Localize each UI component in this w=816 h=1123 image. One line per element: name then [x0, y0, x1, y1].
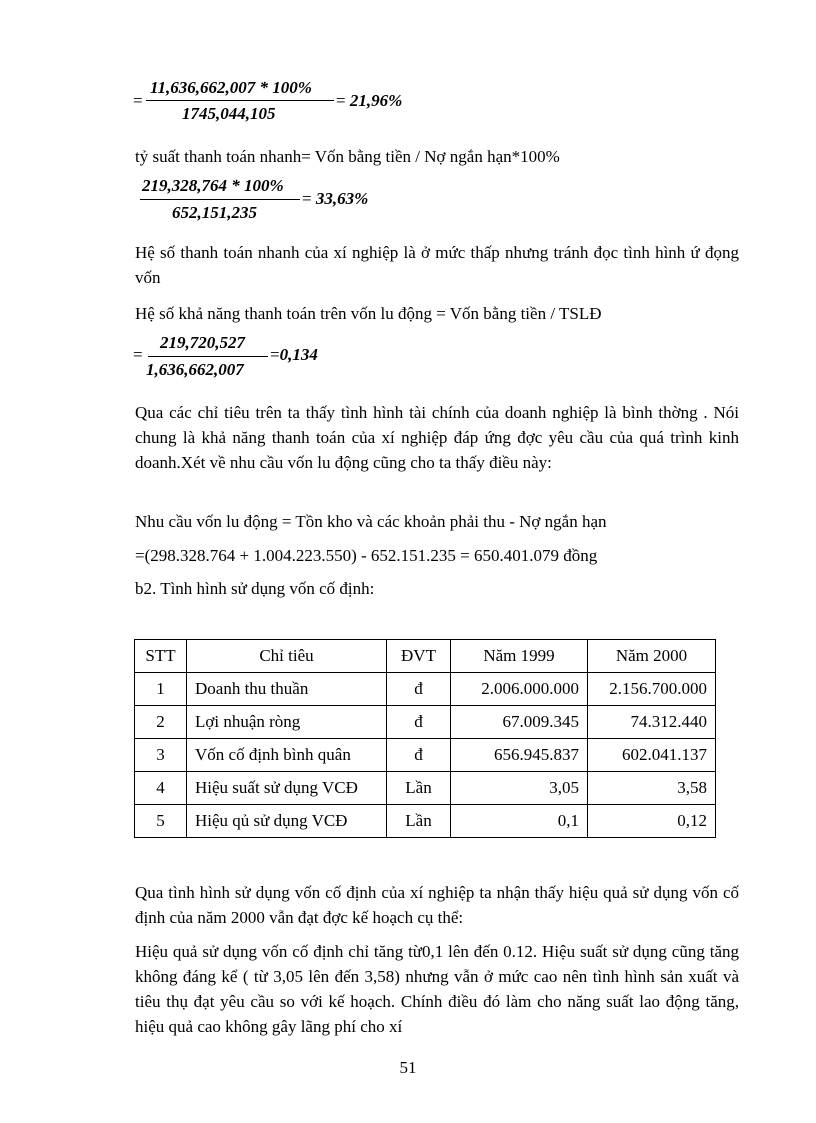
cell-indicator: Vốn cố định bình quân — [187, 739, 387, 772]
fixed-capital-table — [134, 639, 716, 838]
header-year-2000: Năm 2000 — [588, 640, 716, 673]
table-row — [135, 772, 716, 805]
cell-unit: Lần — [387, 772, 451, 805]
formula-3-fraction-bar — [148, 356, 268, 357]
table-row — [135, 706, 716, 739]
cell-1999: 2.006.000.000 — [451, 673, 588, 706]
formula-2-numerator: 219,328,764 * 100% — [142, 176, 284, 195]
cell-indicator: Hiệu suất sử dụng VCĐ — [187, 772, 387, 805]
formula-3-equals-sign: = — [133, 345, 143, 364]
formula-1-result: = 21,96% — [336, 91, 403, 110]
cell-stt: 3 — [135, 739, 187, 772]
cell-indicator: Lợi nhuận ròng — [187, 706, 387, 739]
cell-indicator: Hiệu qủ sử dụng VCĐ — [187, 805, 387, 838]
header-stt: STT — [135, 640, 187, 673]
table-row — [135, 805, 716, 838]
capacity-ratio-definition: Hệ số khả năng thanh toán trên vốn lu động = Vốn bằng tiền / TSLĐ — [135, 304, 602, 323]
formula-1-fraction-bar — [146, 100, 334, 101]
header-indicator: Chỉ tiêu — [187, 640, 387, 673]
formula-3-denominator: 1,636,662,007 — [146, 360, 244, 379]
cell-indicator: Doanh thu thuần — [187, 673, 387, 706]
page-number: 51 — [399, 1058, 417, 1077]
section-heading-fixed-capital: b2. Tình hình sử dụng vốn cố định: — [135, 579, 375, 598]
cell-stt: 1 — [135, 673, 187, 706]
fixed-capital-paragraph-2: Hiệu quả sử dụng vốn cố định chỉ tăng từ0,1 lên đến 0.12. Hiệu suất sử dụng cũng tăng không đáng kể ( từ 3,05 lên đến 3,58) nhưng vẫn ở mức cao nên tình hình sản xuất và tiêu thụ đạt yêu cầu so với kế hoạch. Chính điều đó làm cho năng suất lao động tăng, hiệu quả cao không gây lãng phí cho xí — [135, 942, 739, 1036]
cell-1999: 656.945.837 — [451, 739, 588, 772]
cell-2000: 74.312.440 — [588, 706, 716, 739]
cell-stt: 5 — [135, 805, 187, 838]
formula-3-result: =0,134 — [270, 345, 318, 364]
cell-unit: đ — [387, 706, 451, 739]
cell-2000: 0,12 — [588, 805, 716, 838]
quick-ratio-paragraph: Hệ số thanh toán nhanh của xí nghiệp là ở mức thấp nhưng tránh đọc tình hình ứ đọng vốn — [135, 243, 739, 287]
cell-stt: 2 — [135, 706, 187, 739]
working-capital-need-definition: Nhu cầu vốn lu động = Tồn kho và các khoản phải thu - Nợ ngắn hạn — [135, 512, 607, 531]
table-row — [135, 739, 716, 772]
fixed-capital-paragraph-1: Qua tình hình sử dụng vốn cố định của xí nghiệp ta nhận thấy hiệu quả sử dụng vốn cố định của năm 2000 vẫn đạt đợc kế hoạch cụ thể: — [135, 883, 739, 927]
summary-paragraph: Qua các chỉ tiêu trên ta thấy tình hình tài chính của doanh nghiệp là bình thờng . Nói chung là khả năng thanh toán của xí nghiệp đáp ứng đợc yêu cầu của quá trình kinh doanh.Xét về nhu cầu vốn lu động cũng cho ta thấy điều này: — [135, 403, 739, 472]
cell-1999: 3,05 — [451, 772, 588, 805]
cell-unit: đ — [387, 673, 451, 706]
formula-3-numerator: 219,720,527 — [160, 333, 245, 352]
table-row — [135, 673, 716, 706]
working-capital-need-calculation: =(298.328.764 + 1.004.223.550) - 652.151.235 = 650.401.079 đồng — [135, 546, 598, 565]
formula-2-result: = 33,63% — [302, 189, 369, 208]
cell-stt: 4 — [135, 772, 187, 805]
formula-2-denominator: 652,151,235 — [172, 203, 257, 222]
cell-2000: 602.041.137 — [588, 739, 716, 772]
formula-1-denominator: 1745,044,105 — [182, 104, 276, 123]
table-header-row — [135, 640, 716, 673]
cell-2000: 2.156.700.000 — [588, 673, 716, 706]
cell-1999: 0,1 — [451, 805, 588, 838]
header-year-1999: Năm 1999 — [451, 640, 588, 673]
cell-2000: 3,58 — [588, 772, 716, 805]
cell-1999: 67.009.345 — [451, 706, 588, 739]
cell-unit: Lần — [387, 805, 451, 838]
cell-unit: đ — [387, 739, 451, 772]
quick-ratio-definition: tỷ suất thanh toán nhanh= Vốn bằng tiền / Nợ ngắn hạn*100% — [135, 147, 560, 166]
header-unit: ĐVT — [387, 640, 451, 673]
formula-1-equals-sign: = — [133, 91, 143, 110]
formula-2-fraction-bar — [140, 199, 300, 200]
formula-1-numerator: 11,636,662,007 * 100% — [150, 78, 312, 97]
